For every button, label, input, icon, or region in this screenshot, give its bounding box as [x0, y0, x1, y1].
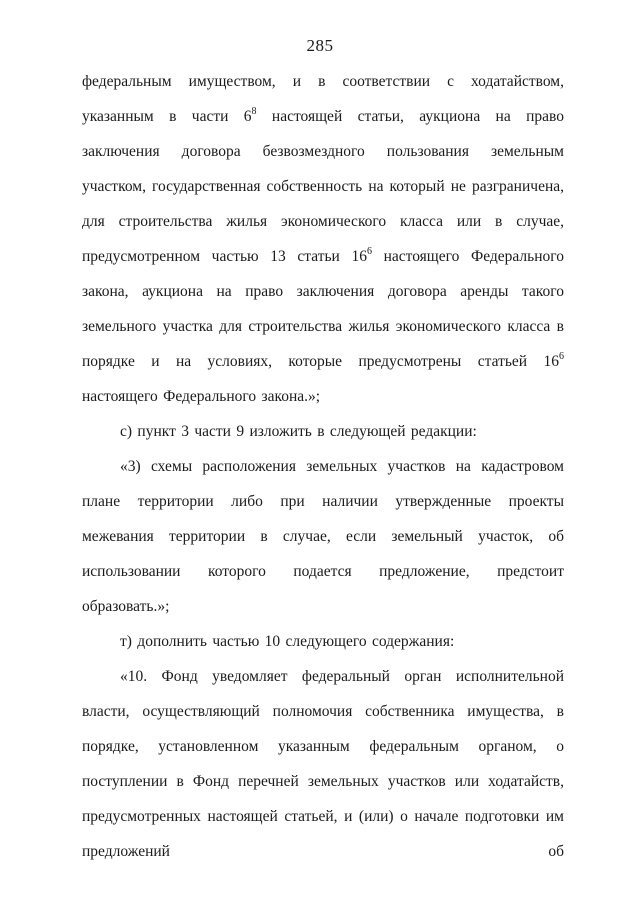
superscript-number: 6 — [559, 350, 564, 362]
text-segment: настоящего Федерального закона.»; — [82, 388, 321, 405]
page-number: 285 — [306, 36, 334, 55]
paragraph-item-s — [82, 414, 564, 449]
paragraph-item-t — [82, 624, 564, 659]
superscript-number: 6 — [366, 245, 372, 257]
text-segment: федеральным имуществом, и в соответствии с ходатайством, указанным в части 6 — [82, 73, 564, 125]
text-segment: т) дополнить частью 10 следующего содержания: — [120, 633, 455, 650]
paragraph-continuation-auction — [82, 64, 564, 414]
text-segment: «3) схемы расположения земельных участков на кадастровом плане территории либо при наличии утвержденные проекты межевания территории в случае, если земельный участок, об использовании которого подается предложение, предстоит образовать.»; — [82, 458, 564, 615]
paragraph-part-10 — [82, 659, 564, 869]
text-segment: настоящей статьи, аукциона на право заключения договора безвозмездного пользования земельным участком, государственная собственность на который не разграничена, для строительства жилья экономического класса или в случае, предусмотренном частью 13 статьи 16 — [82, 108, 564, 265]
text-segment: настоящего Федерального закона, аукциона на право заключения договора аренды такого земельного участка для строительства жилья экономического класса в порядке и на условиях, которые предусмотрены статьей 16 — [82, 248, 564, 370]
text-segment: «10. Фонд уведомляет федеральный орган исполнительной власти, осуществляющий полномочия собственника имущества, в порядке, установленном указанным федеральным органом, о поступлении в Фонд перечней земельных участков или ходатайств, предусмотренных настоящей статьей, и (или) о начале подготовки им предложений об — [82, 668, 564, 860]
paragraph-item-3-schemes — [82, 449, 564, 624]
superscript-number: 8 — [251, 105, 257, 117]
document-body — [82, 64, 564, 869]
text-segment: с) пункт 3 части 9 изложить в следующей редакции: — [120, 423, 477, 440]
